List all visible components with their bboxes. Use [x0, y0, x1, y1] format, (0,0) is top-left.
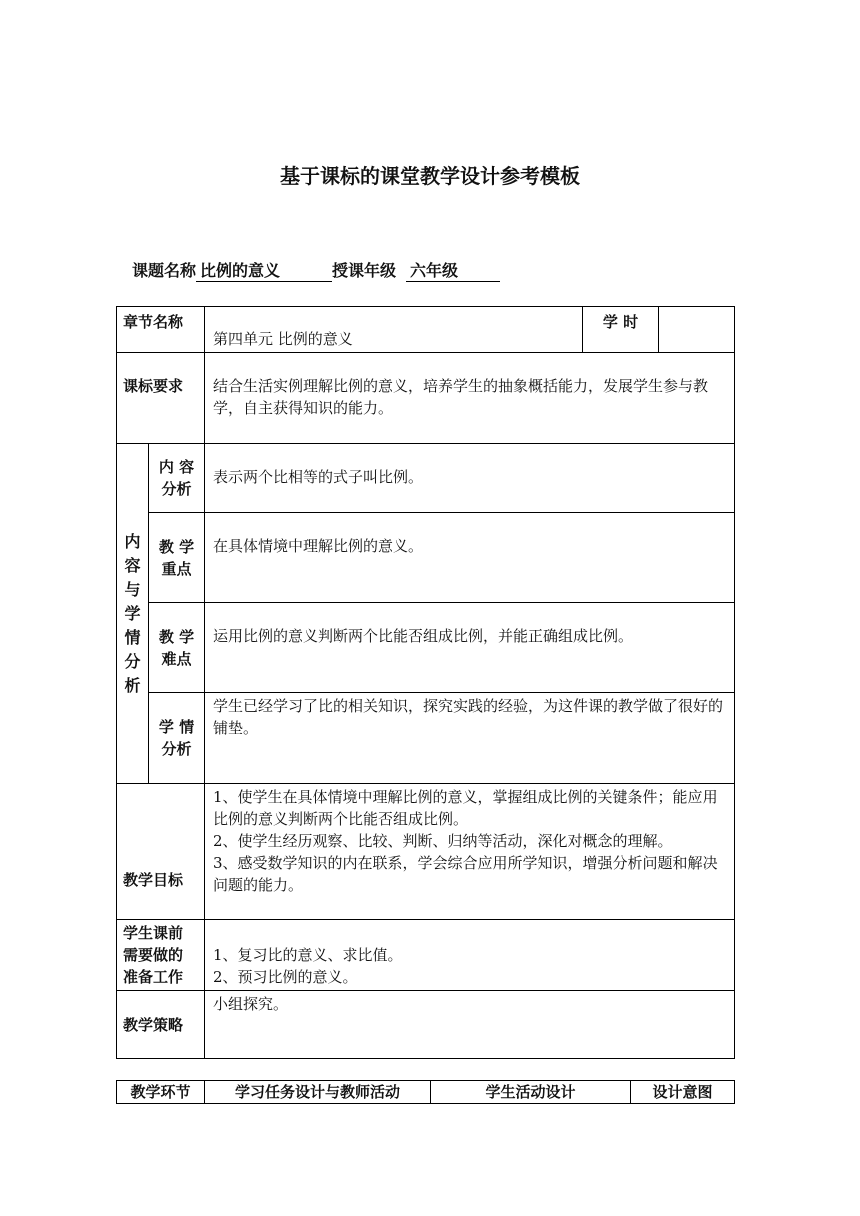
preparation-item: 1、复习比的意义、求比值。: [213, 946, 403, 964]
strategy-text: 小组探究。: [205, 991, 735, 1059]
chapter-label: 章节名称: [117, 307, 205, 353]
analysis-row-label: 学 情 分析: [149, 693, 205, 784]
analysis-row-text: 运用比例的意义判断两个比能否组成比例，并能正确组成比例。: [205, 603, 735, 693]
strategy-label: 教学策略: [117, 991, 205, 1059]
analysis-row-label: 教 学 重点: [149, 513, 205, 603]
analysis-row-text: 表示两个比相等的式子叫比例。: [205, 444, 735, 513]
course-name-label: 课题名称: [132, 261, 197, 280]
objective-item: 3、感受数学知识的内在联系，学会综合应用所学知识，增强分析问题和解决问题的能力。: [213, 854, 718, 894]
process-header-stage: 教学环节: [117, 1081, 205, 1104]
analysis-group-label: 内容与学情分析: [117, 444, 149, 784]
preparation-text: [205, 920, 735, 991]
grade-label: 授课年级: [332, 261, 397, 280]
course-info-line: [132, 258, 500, 282]
chapter-value: 第四单元 比例的意义: [205, 307, 583, 353]
preparation-item: 2、预习比例的意义。: [213, 968, 358, 986]
analysis-row-text: 在具体情境中理解比例的意义。: [205, 513, 735, 603]
document-title: 基于课标的课堂教学设计参考模板: [280, 164, 580, 188]
analysis-row-label: 内 容 分析: [149, 444, 205, 513]
process-table: [116, 1080, 735, 1104]
lesson-plan-table: [116, 306, 735, 1059]
process-header-student: 学生活动设计: [431, 1081, 631, 1104]
analysis-row-text: 学生已经学习了比的相关知识，探究实践的经验，为这件课的教学做了很好的铺垫。: [205, 693, 735, 784]
hours-value: [659, 307, 735, 353]
objectives-label: 教学目标: [117, 784, 205, 920]
process-header-intent: 设计意图: [631, 1081, 735, 1104]
objective-item: 1、使学生在具体情境中理解比例的意义，掌握组成比例的关键条件；能应用比例的意义判断两个比能否组成比例。: [213, 788, 718, 828]
analysis-row-label: 教 学 难点: [149, 603, 205, 693]
grade-value: 六年级: [406, 258, 500, 282]
process-header-teacher: 学习任务设计与教师活动: [205, 1081, 431, 1104]
course-name-value: 比例的意义: [196, 258, 332, 282]
objectives-text: [205, 784, 735, 920]
standard-text: 结合生活实例理解比例的意义，培养学生的抽象概括能力，发展学生参与教学，自主获得知识的能力。: [205, 353, 735, 444]
standard-label: 课标要求: [117, 353, 205, 444]
hours-label: 学 时: [583, 307, 659, 353]
preparation-label: 学生课前需要做的准备工作: [117, 920, 205, 991]
objective-item: 2、使学生经历观察、比较、判断、归纳等活动，深化对概念的理解。: [213, 832, 673, 850]
